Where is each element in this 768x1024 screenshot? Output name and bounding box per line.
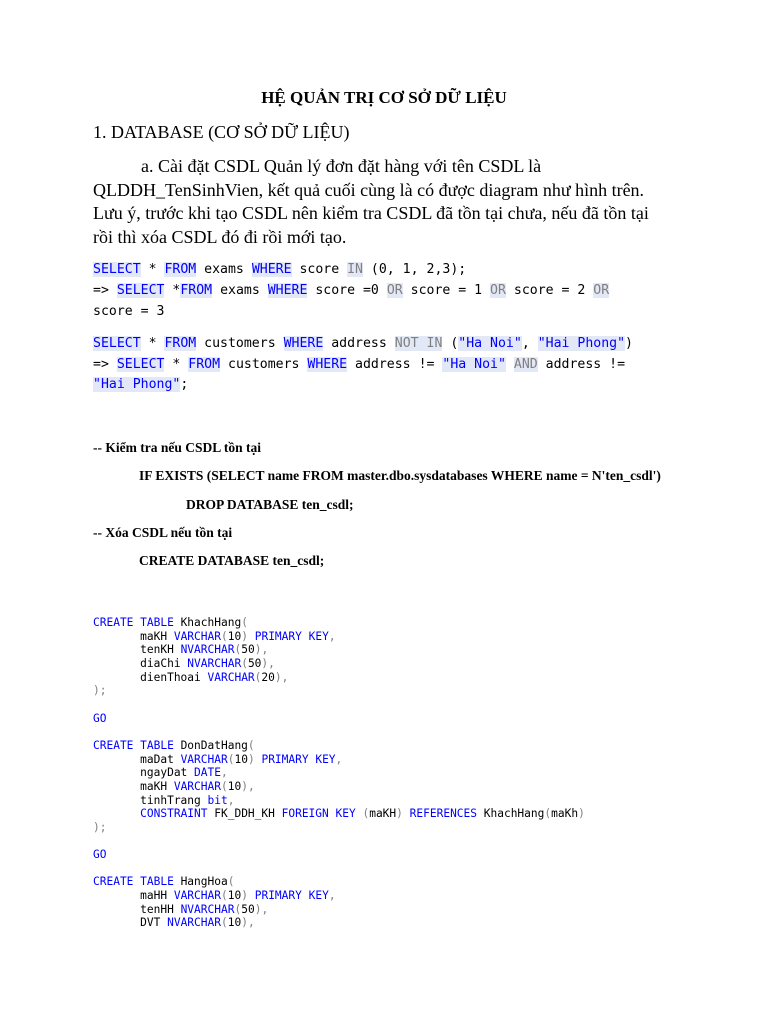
code-line: [93, 862, 585, 876]
code-line: );: [93, 820, 107, 834]
code-line: maKH VARCHAR(10),: [93, 779, 255, 793]
drop-database-statement: DROP DATABASE ten_csdl;: [186, 497, 354, 512]
create-database-statement: CREATE DATABASE ten_csdl;: [139, 553, 325, 568]
code-line: [93, 725, 585, 739]
section-heading: 1. DATABASE (CƠ SỞ DỮ LIỆU): [93, 122, 350, 142]
code-line: tenKH NVARCHAR(50),: [93, 643, 269, 657]
create-table-code: [93, 616, 585, 930]
code-line: [93, 835, 585, 849]
if-exists-statement: IF EXISTS (SELECT name FROM master.dbo.sysdatabases WHERE name = N'ten_csdl'): [139, 468, 661, 483]
code-line: GO: [93, 848, 107, 862]
example1-line1: SELECT * FROM exams WHERE score IN (0, 1, 2,3);: [93, 262, 467, 277]
task-paragraph-text: a. Cài đặt CSDL Quản lý đơn đặt hàng với tên CSDL là QLDDH_TenSinhVien, kết quả cuối cùng là có được diagram như hình trên. Lưu ý, trước khi tạo CSDL nên kiểm tra CSDL đã tồn tại chưa, nếu đã tồn tại rồi thì xóa CSDL đó đi rồi mới tạo.: [93, 156, 649, 247]
example2-line1: SELECT * FROM customers WHERE address NOT IN ("Ha Noi", "Hai Phong"): [93, 336, 633, 351]
comment-check-exists: -- Kiểm tra nếu CSDL tồn tại: [93, 440, 261, 455]
code-line: DVT NVARCHAR(10),: [93, 916, 255, 930]
example1-line2: => SELECT *FROM exams WHERE score =0 OR score = 1 OR score = 2 OR: [93, 283, 610, 298]
task-paragraph: [93, 155, 673, 249]
comment-drop-if-exists: -- Xóa CSDL nếu tồn tại: [93, 525, 233, 540]
code-line: CREATE TABLE KhachHang(: [93, 616, 248, 629]
code-line: diaChi NVARCHAR(50),: [93, 656, 275, 670]
example1-line3: score = 3: [93, 304, 165, 319]
code-line: maKH VARCHAR(10) PRIMARY KEY,: [93, 629, 336, 643]
code-line: maDat VARCHAR(10) PRIMARY KEY,: [93, 752, 343, 766]
example2-line3: "Hai Phong";: [93, 377, 189, 392]
code-line: tenHH NVARCHAR(50),: [93, 902, 269, 916]
example2-line2: => SELECT * FROM customers WHERE address != "Ha Noi" AND address !=: [93, 357, 626, 372]
document-title: HỆ QUẢN TRỊ CƠ SỞ DỮ LIỆU: [261, 88, 507, 107]
code-line: tinhTrang bit,: [93, 793, 235, 807]
code-line: ngayDat DATE,: [93, 766, 228, 780]
code-line: [93, 698, 585, 712]
code-line: CREATE TABLE DonDatHang(: [93, 738, 255, 752]
code-line: );: [93, 684, 107, 698]
code-line: maHH VARCHAR(10) PRIMARY KEY,: [93, 889, 336, 903]
code-line: dienThoai VARCHAR(20),: [93, 670, 289, 684]
code-line: CREATE TABLE HangHoa(: [93, 875, 235, 889]
code-line: CONSTRAINT FK_DDH_KH FOREIGN KEY (maKH) REFERENCES KhachHang(maKh): [140, 807, 585, 821]
code-line: GO: [93, 711, 107, 725]
